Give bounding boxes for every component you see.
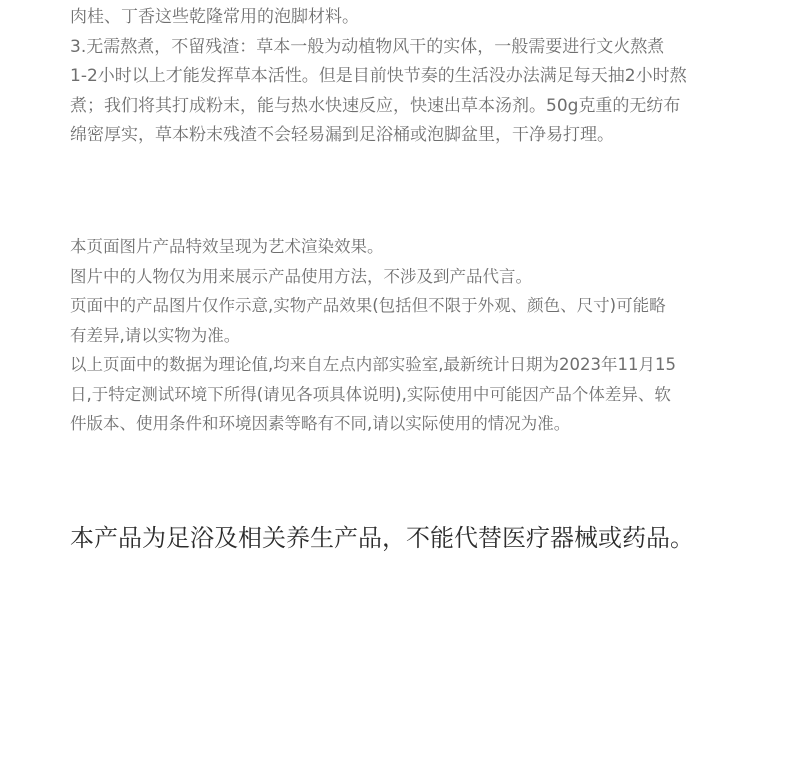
product-notice: 本产品为足浴及相关养生产品，不能代替医疗器械或药品。 [70,524,694,552]
disclaimer-line: 页面中的产品图片仅作示意,实物产品效果(包括但不限于外观、颜色、尺寸)可能略 [70,296,666,315]
disclaimer-line: 有差异,请以实物为准。 [70,325,241,345]
description-line: 1-2小时以上才能发挥草本活性。但是目前快节奏的生活没办法满足每天抽2小时熬 [70,66,687,86]
disclaimer-line: 件版本、使用条件和环境因素等略有不同,请以实际使用的情况为准。 [70,414,571,433]
description-line: 煮；我们将其打成粉末，能与热水快速反应，快速出草本汤剂。50g克重的无纺布 [70,95,681,116]
disclaimer-line: 本页面图片产品特效呈现为艺术渲染效果。 [70,237,384,256]
product-description-block [70,3,735,151]
disclaimer-block [70,232,735,439]
description-line: 肉桂、丁香这些乾隆常用的泡脚材料。 [70,7,359,27]
disclaimer-line: 图片中的人物仅为用来展示产品使用方法，不涉及到产品代言。 [70,266,532,286]
description-line: 3.无需熬煮，不留残渣：草本一般为动植物风干的实体，一般需要进行文火熬煮 [70,36,665,57]
disclaimer-line: 以上页面中的数据为理论值,均来自左点内部实验室,最新统计日期为2023年11月15 [70,355,676,374]
description-line: 绵密厚实，草本粉末残渣不会轻易漏到足浴桶或泡脚盆里，干净易打理。 [70,125,614,145]
disclaimer-line: 日,于特定测试环境下所得(请见各项具体说明),实际使用中可能因产品个体差异、软 [70,384,671,404]
